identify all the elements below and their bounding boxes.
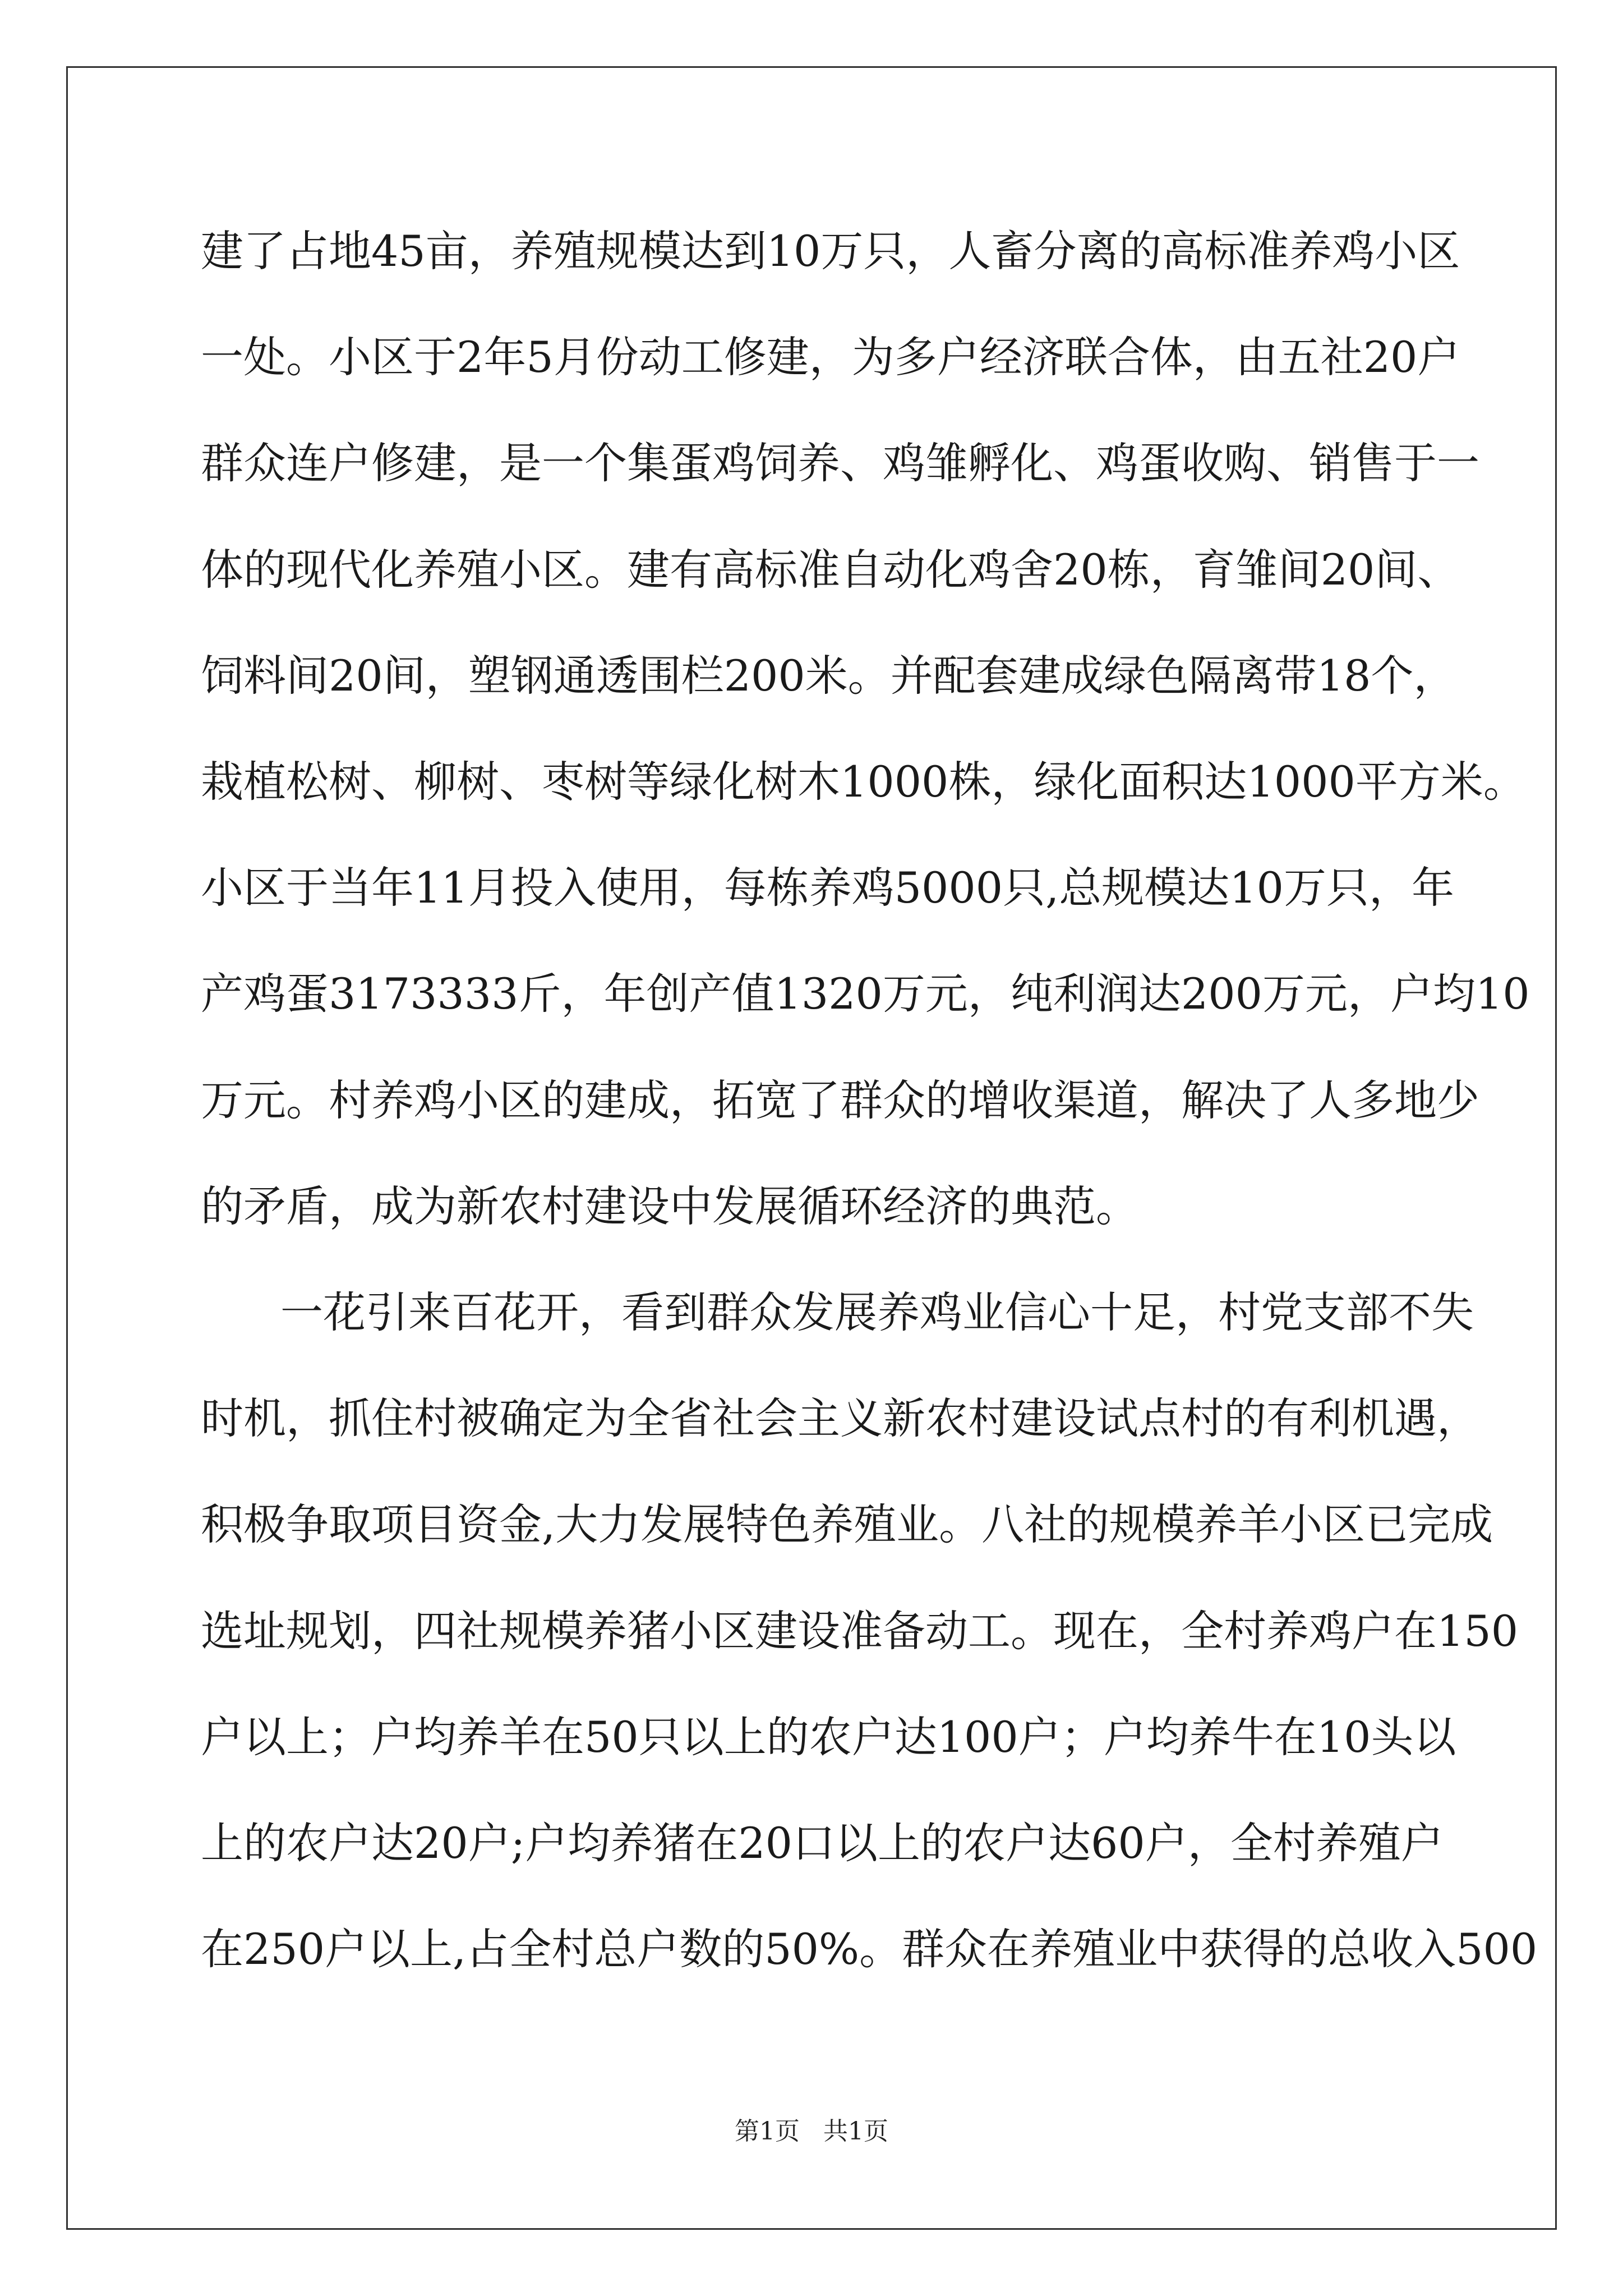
body-text-line: 在250户以上,占全村总户数的50%。群众在养殖业中获得的总收入500: [201, 1924, 1538, 1974]
body-text-line: 上的农户达20户;户均养猪在20口以上的农户达60户，全村养殖户: [201, 1818, 1444, 1868]
body-text-line: 积极争取项目资金,大力发展特色养殖业。八社的规模养羊小区已完成: [201, 1499, 1493, 1549]
body-text-line: 的矛盾，成为新农村建设中发展循环经济的典范。: [201, 1181, 1138, 1231]
body-text-line: 小区于当年11月投入使用，每栋养鸡5000只,总规模达10万只，年: [201, 863, 1454, 913]
body-text-line: 万元。村养鸡小区的建成，拓宽了群众的增收渠道，解决了人多地少: [201, 1075, 1479, 1125]
body-text-line: 户以上；户均养羊在50只以上的农户达100户；户均养牛在10头以: [201, 1712, 1456, 1762]
page-border: [66, 66, 1557, 2230]
body-text-line: 栽植松树、柳树、枣树等绿化树木1000株，绿化面积达1000平方米。: [201, 757, 1526, 807]
body-text-line: 时机，抓住村被确定为全省社会主义新农村建设试点村的有利机遇，: [201, 1393, 1479, 1443]
body-text-line: 产鸡蛋3173333斤，年创产值1320万元，纯利润达200万元，户均10: [201, 969, 1530, 1019]
body-text-line: 体的现代化养殖小区。建有高标准自动化鸡舍20栋，育雏间20间、: [201, 545, 1460, 595]
body-text-line: 选址规划，四社规模养猪小区建设准备动工。现在，全村养鸡户在150: [201, 1606, 1519, 1656]
body-text-line: 建了占地45亩，养殖规模达到10万只，人畜分离的高标准养鸡小区: [201, 226, 1460, 276]
paragraph-first-line: 一花引来百花开，看到群众发展养鸡业信心十足，村党支部不失: [280, 1287, 1474, 1337]
body-text-line: 群众连户修建，是一个集蛋鸡饲养、鸡雏孵化、鸡蛋收购、销售于一: [201, 438, 1479, 488]
body-text-line: 饲料间20间，塑钢通透围栏200米。并配套建成绿色隔离带18个，: [201, 651, 1456, 701]
page-number-footer: 第1页 共1页: [735, 2117, 888, 2146]
body-text-line: 一处。小区于2年5月份动工修建，为多户经济联合体，由五社20户: [201, 332, 1460, 382]
